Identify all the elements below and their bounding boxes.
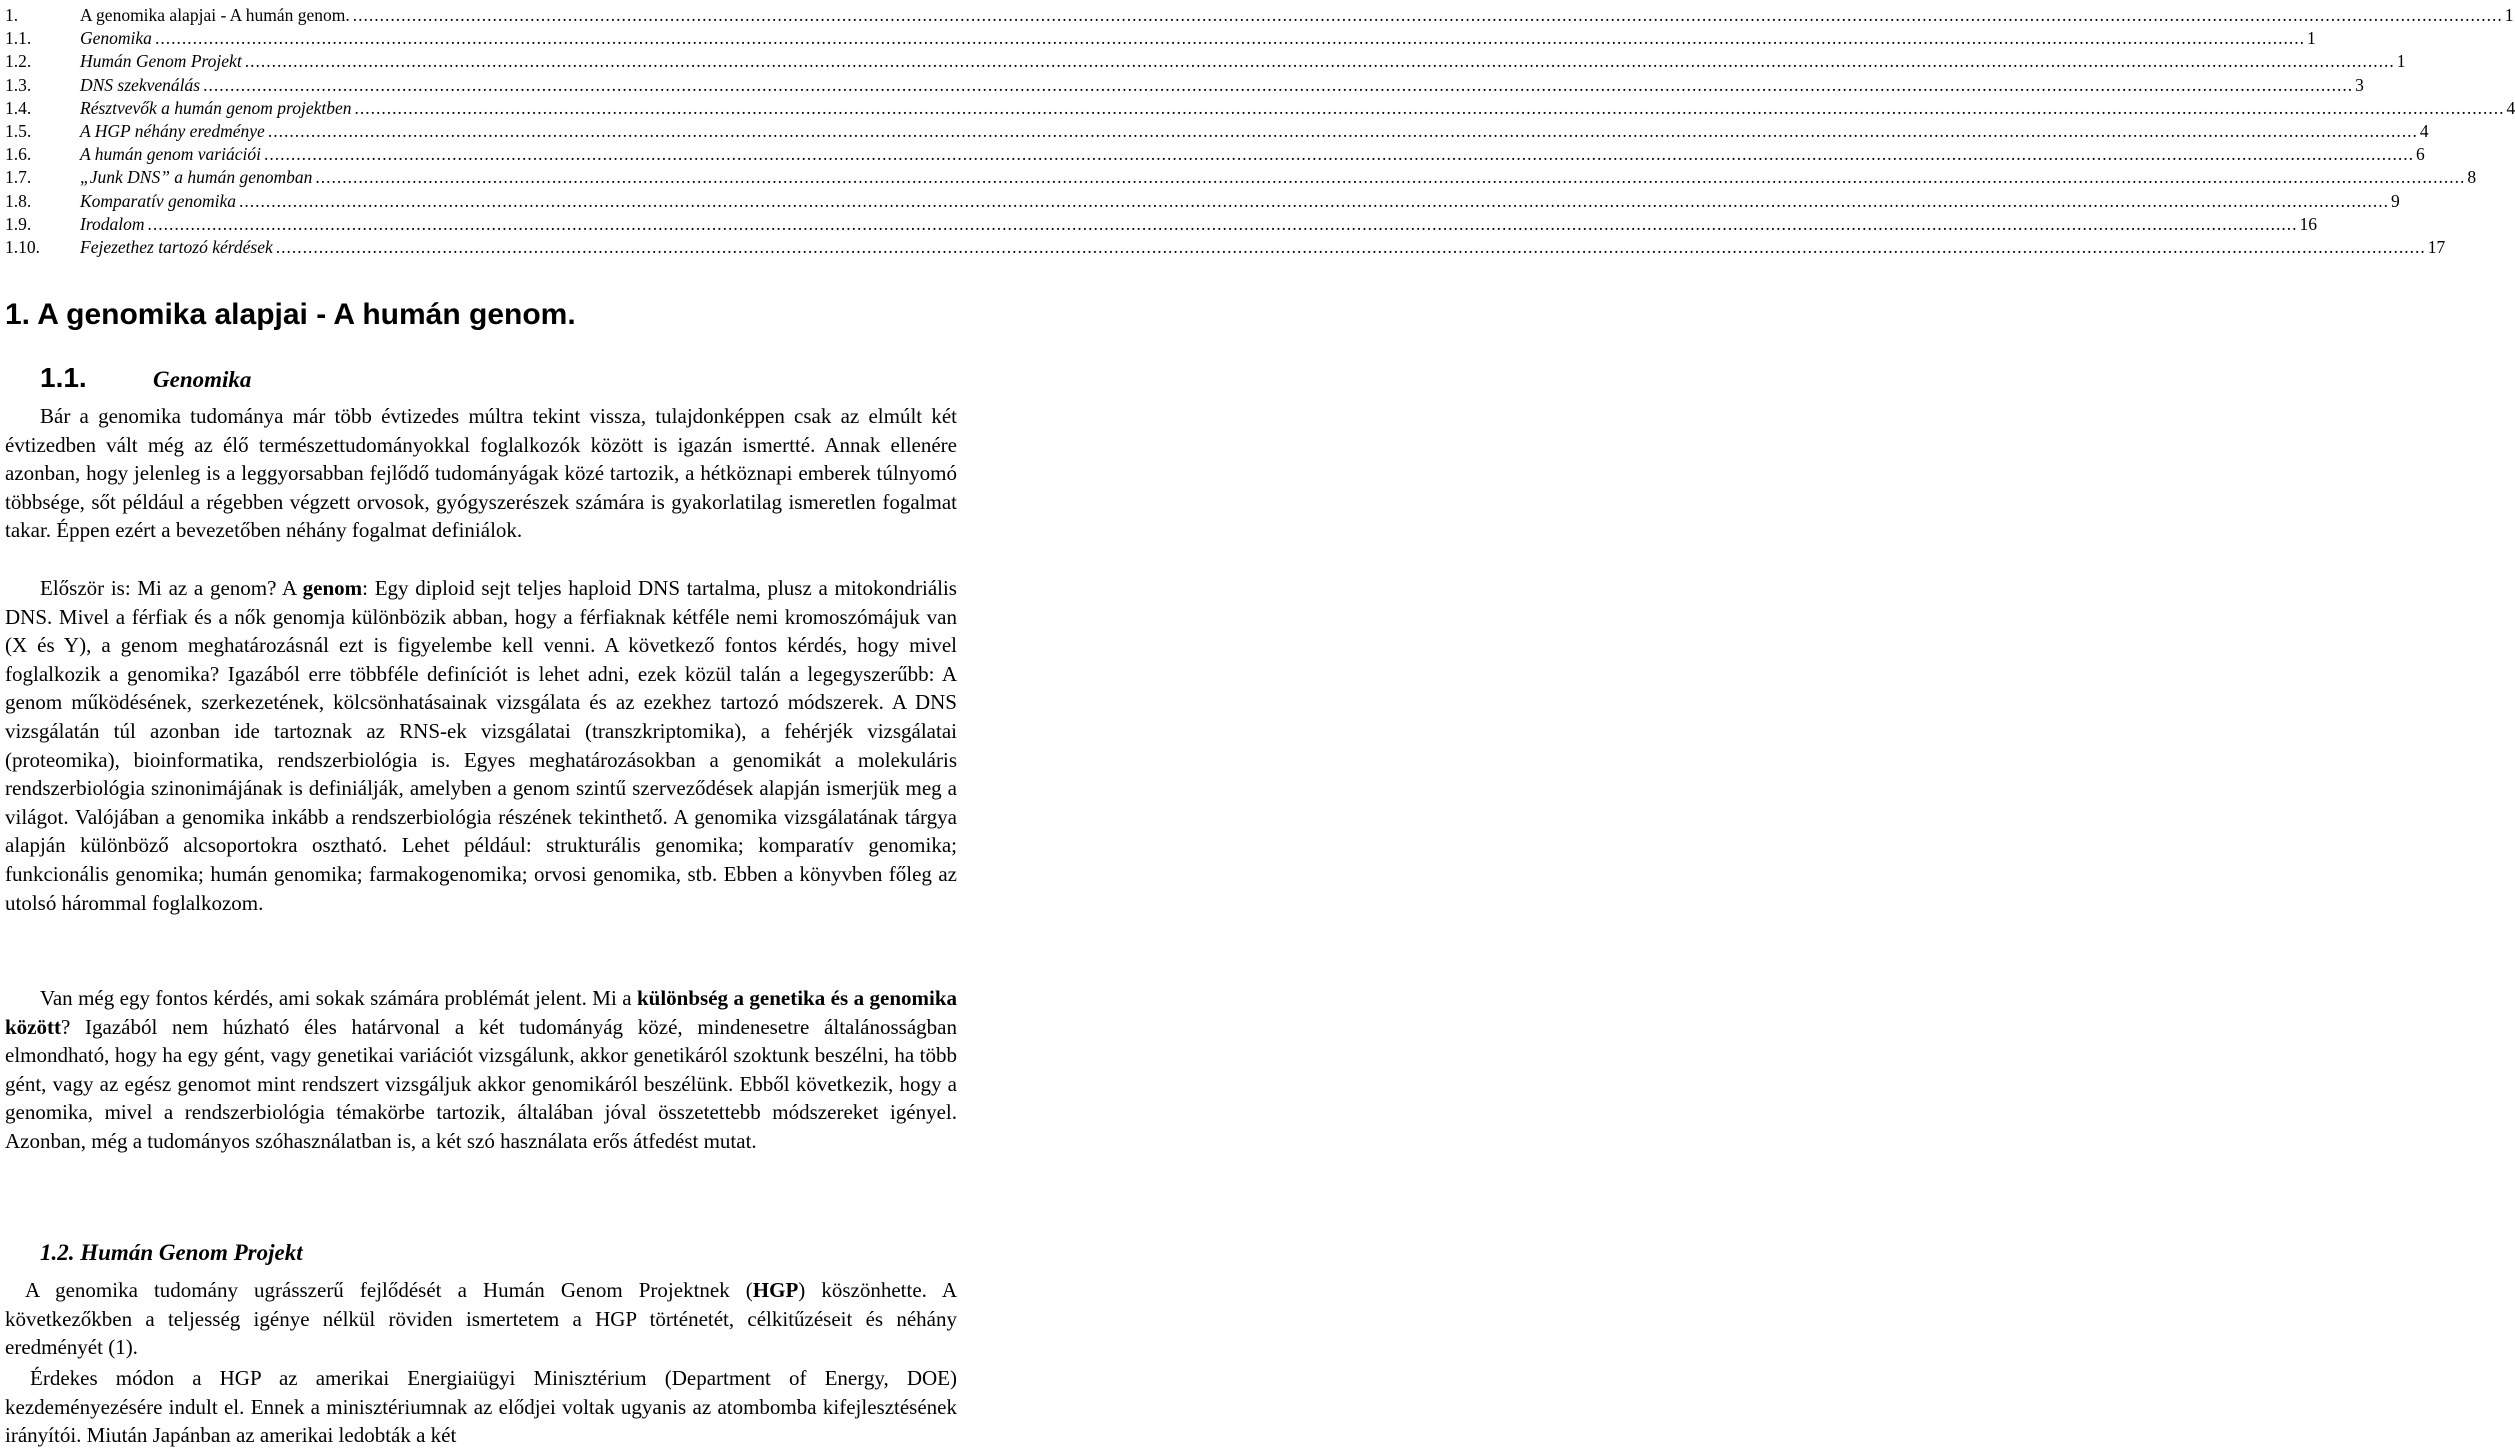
toc-entry-number: 1. <box>5 5 19 25</box>
toc-entry-page: 1 <box>2504 5 2514 25</box>
toc-entry[interactable] <box>5 74 2364 97</box>
paragraph: Érdekes módon a HGP az amerikai Energiaiügyi Minisztérium (Department of Energy, DOE) kezdeményezésére indult el. Ennek a minisztériumnak az elődjei voltak ugyanis az atombomba kifejlesztésének irányítói. Miután Japánban az amerikai ledobták a két <box>5 1366 957 1448</box>
toc-leader-dots: ................................................................................................................................................................................................................................................................................................................................................................................................................ <box>203 74 2354 95</box>
toc-entry-number: 1.7. <box>5 167 32 188</box>
section-heading-1-2: 1.2. Humán Genom Projekt <box>40 1240 303 1265</box>
toc-entry[interactable] <box>5 27 2316 50</box>
toc-entry-number: 1.6. <box>5 144 32 165</box>
toc-leader-dots: ................................................................................................................................................................................................................................................................................................................................................................................................................ <box>354 97 2505 118</box>
toc-entry-title: A genomika alapjai - A humán genom. <box>80 5 350 25</box>
toc-leader-dots: ................................................................................................................................................................................................................................................................................................................................................................................................................ <box>154 28 2305 49</box>
toc-entry-number: 1.8. <box>5 190 32 211</box>
toc-entry-title: Irodalom <box>80 213 145 234</box>
toc-entry-title: Komparatív genomika <box>80 190 237 211</box>
section-heading-1-1 <box>40 362 251 394</box>
toc-entry-title: DNS szekvenálás <box>80 74 201 95</box>
bold-term: HGP <box>752 1278 799 1302</box>
toc-entry-title: „Junk DNS” a humán genomban <box>80 167 313 188</box>
section-number: 1.1. <box>40 362 87 393</box>
toc-entry-page: 16 <box>2299 213 2317 234</box>
paragraph <box>5 984 957 1156</box>
paragraph <box>5 574 957 917</box>
section-title: Genomika <box>153 367 252 392</box>
toc-entry[interactable] <box>5 143 2425 166</box>
toc-entry-page: 1 <box>2306 28 2316 49</box>
toc-entry-title: Fejezethez tartozó kérdések <box>80 236 273 257</box>
paragraph-text: ? Igazából nem húzható éles határvonal a két tudományág közé, mindenesetre általánosságban elmondható, hogy ha egy gént, vagy genetikai variációt vizsgálunk, akkor genetikáról szoktunk beszélni, ha több gént, vagy az egész genomot mint rendszert vizsgáljuk akkor genomikáról beszélünk. Ebből következik, hogy a genomika, mivel a rendszerbiológia témakörbe tartozik, általában jóval összetettebb módszereket igényel. Azonban, még a tudományos szóhasználatban is, a két szó használata erős átfedést mutat. <box>5 1014 957 1153</box>
toc-entry-page: 3 <box>2355 74 2364 95</box>
toc-entry[interactable] <box>5 120 2429 143</box>
toc-entry-page: 4 <box>2419 120 2429 141</box>
toc-leader-dots: ................................................................................................................................................................................................................................................................................................................................................................................................................ <box>239 190 2390 211</box>
paragraph-text: Először is: Mi az a genom? A <box>40 576 303 600</box>
paragraph-text: ) köszönhette. A következőkben a teljesség igénye nélkül röviden ismertetem a HGP történetét, célkitűzéseit és néhány eredményét (1). <box>5 1278 957 1360</box>
toc-leader-dots: ................................................................................................................................................................................................................................................................................................................................................................................................................ <box>147 213 2298 234</box>
toc-entry-page: 9 <box>2391 190 2400 211</box>
toc-leader-dots: ................................................................................................................................................................................................................................................................................................................................................................................................................ <box>263 144 2414 165</box>
toc-entry-title: Genomika <box>80 28 152 49</box>
paragraph-text: Van még egy fontos kérdés, ami sokak számára problémát jelent. Mi a <box>40 986 637 1010</box>
toc-entry-page: 6 <box>2415 144 2425 165</box>
bold-term: genom <box>302 576 363 600</box>
toc-entry-title: A humán genom variációi <box>80 144 261 165</box>
table-of-contents <box>5 4 2515 259</box>
toc-leader-dots: ................................................................................................................................................................................................................................................................................................................................................................................................................ <box>315 167 2466 188</box>
bold-term: különbség a genetika és a genomika között <box>5 986 958 1039</box>
toc-entry[interactable] <box>5 50 2406 73</box>
toc-entry-number: 1.5. <box>5 120 32 141</box>
paragraph-text: A genomika tudomány ugrásszerű fejlődését a Humán Genom Projektnek ( <box>25 1278 753 1302</box>
toc-entry[interactable] <box>5 190 2400 213</box>
toc-entry-page: 4 <box>2506 97 2515 118</box>
toc-entry[interactable] <box>5 236 2446 259</box>
toc-entry-number: 1.2. <box>5 51 32 72</box>
toc-leader-dots: ................................................................................................................................................................................................................................................................................................................................................................................................................ <box>275 236 2426 257</box>
toc-leader-dots: ................................................................................................................................................................................................................................................................................................................................................................................................................ <box>244 51 2395 72</box>
toc-entry-title: Humán Genom Projekt <box>80 51 242 72</box>
toc-leader-dots: ................................................................................................................................................................................................................................................................................................................................................................................................................ <box>352 5 2503 25</box>
paragraph-text: : Egy diploid sejt teljes haploid DNS tartalma, plusz a mitokondriális DNS. Mivel a férfiak és a nők genomja különbözik abban, hogy a férfiaknak kétféle nemi kromoszómájuk van (X és Y), a genom meghatározásnál ezt is figyelembe kell venni. A következő fontos kérdés, hogy mivel foglalkozik a genomika? Igazából erre többféle definíciót is lehet adni, ezek közül talán a legegyszerűbb: A genom működésének, szerkezetének, kölcsönhatásainak vizsgálata és az ezekhez tartozó módszerek. A DNS vizsgálatán túl azonban ide tartoznak az RNS-ek vizsgálatai (transzkriptomika), a fehérjék vizsgálatai (proteomika), bioinformatika, rendszerbiológia is. Egyes meghatározásokban a genomikát a molekuláris rendszerbiológia szinonimájának is definiálják, amelyben a genom szintű szerveződések alapján ismerjük meg a világot. Valójában a genomika inkább a rendszerbiológia részének tekinthető. A genomika vizsgálatának tárgya alapján különböző alcsoportokra osztható. Lehet például: strukturális genomika; komparatív genomika; funkcionális genomika; humán genomika; farmakogenomika; orvosi genomika, stb. Ebben a könyvben főleg az utolsó hárommal foglalkozom. <box>5 576 957 915</box>
chapter-heading: 1. A genomika alapjai - A humán genom. <box>5 298 576 331</box>
toc-entry-number: 1.3. <box>5 74 32 95</box>
toc-entry-title: A HGP néhány eredménye <box>80 120 265 141</box>
toc-entry-page: 8 <box>2467 167 2477 188</box>
toc-entry-number: 1.1. <box>5 28 32 49</box>
toc-leader-dots: ................................................................................................................................................................................................................................................................................................................................................................................................................ <box>267 120 2418 141</box>
toc-entry-page: 1 <box>2396 51 2406 72</box>
paragraph <box>5 1276 957 1362</box>
toc-entry-title: Résztvevők a humán genom projektben <box>80 97 352 118</box>
toc-entry[interactable] <box>5 166 2477 189</box>
toc-entry[interactable] <box>5 97 2515 120</box>
toc-entry[interactable] <box>5 4 2514 27</box>
paragraph: Bár a genomika tudománya már több évtizedes múltra tekint vissza, tulajdonképpen csak az elmúlt két évtizedben vált még az élő természettudományokkal foglalkozók között is igazán ismertté. Annak ellenére azonban, hogy jelenleg is a leggyorsabban fejlődő tudományágak közé tartozik, a hétköznapi emberek túlnyomó többsége, sőt például a régebben végzett orvosok, gyógyszerészek számára is gyakorlatilag ismeretlen fogalmat takar. Éppen ezért a bevezetőben néhány fogalmat definiálok. <box>5 404 957 543</box>
toc-entry-number: 1.10. <box>5 236 40 257</box>
toc-entry[interactable] <box>5 213 2317 236</box>
toc-entry-number: 1.9. <box>5 213 32 234</box>
toc-entry-page: 17 <box>2427 236 2446 257</box>
toc-entry-number: 1.4. <box>5 97 32 118</box>
